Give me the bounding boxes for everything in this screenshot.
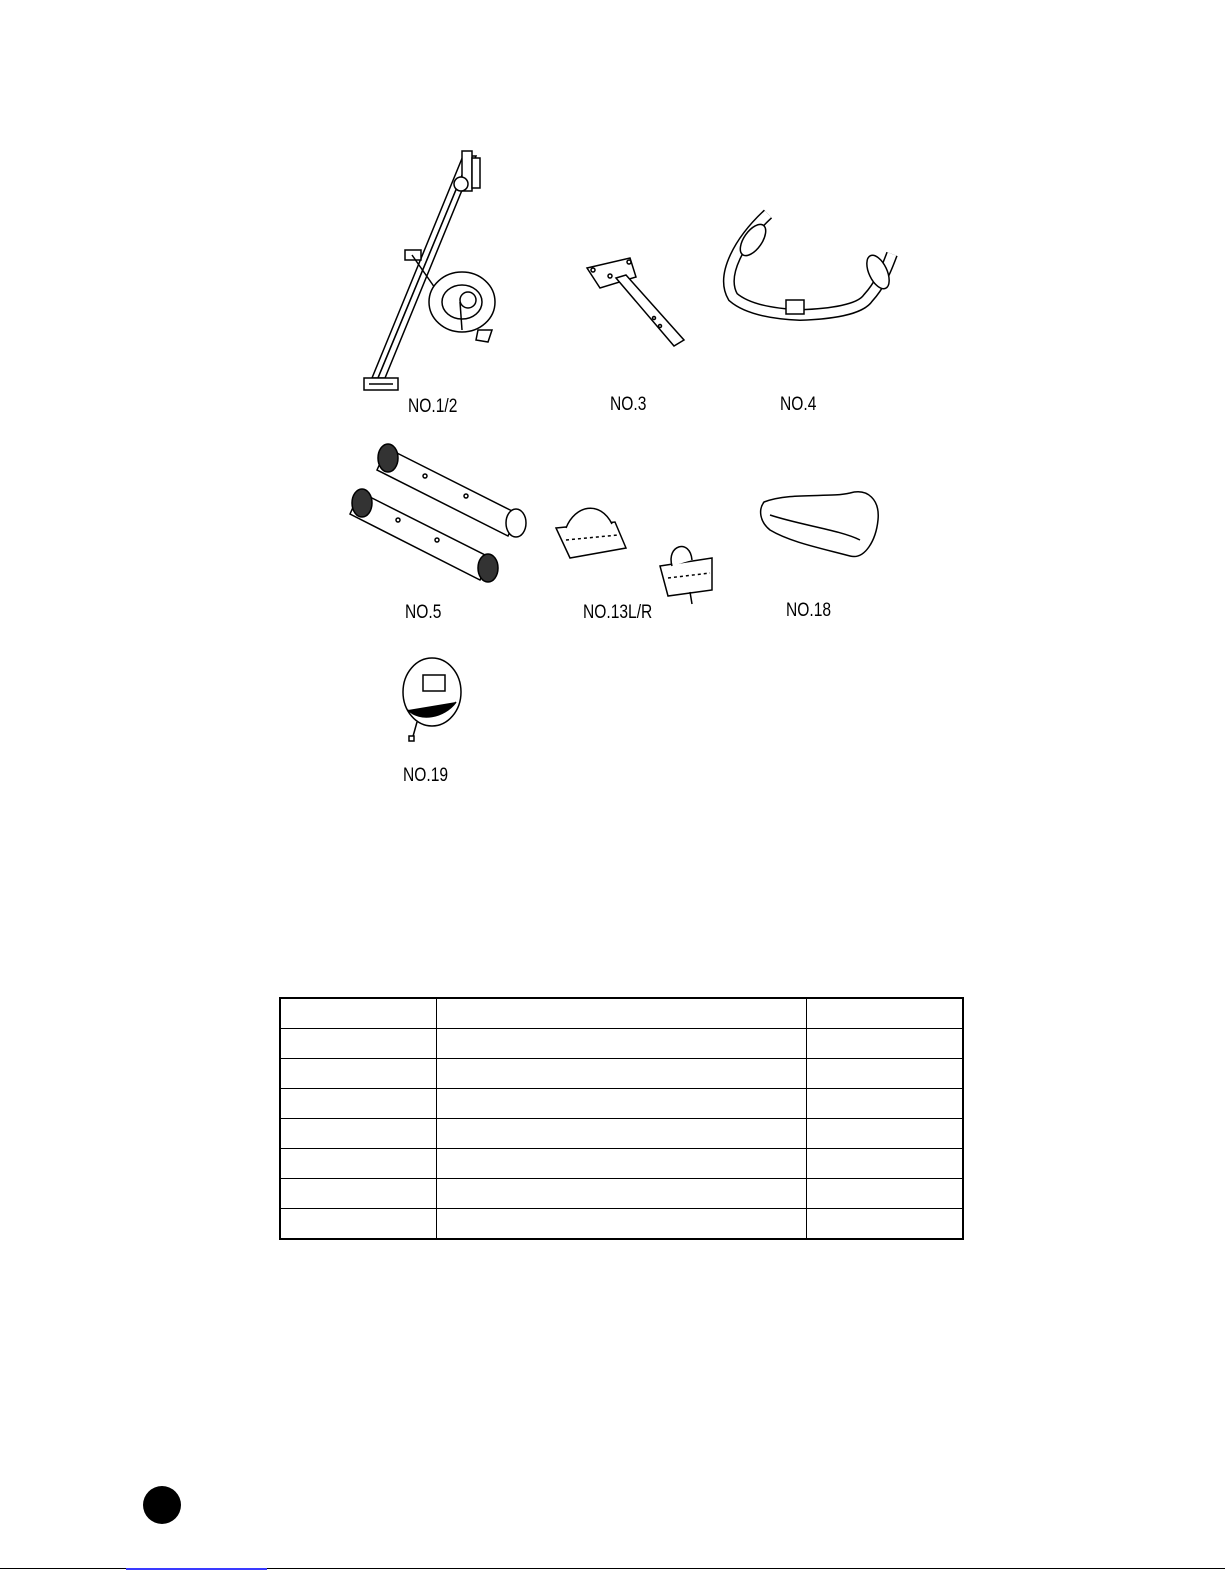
table-cell: [437, 1179, 807, 1209]
table-cell: [280, 1179, 437, 1209]
table-cell: [807, 998, 964, 1029]
table-row: [280, 1089, 963, 1119]
table-row: [280, 1119, 963, 1149]
table-row: [280, 1029, 963, 1059]
table-cell: [280, 1119, 437, 1149]
table-cell: [437, 1209, 807, 1240]
table-cell: [280, 998, 437, 1029]
table-row: [280, 998, 963, 1029]
table-cell: [280, 1149, 437, 1179]
table-row: [280, 1209, 963, 1240]
part-label: NO.5: [405, 602, 442, 623]
part-label: NO.3: [610, 394, 647, 415]
table-cell: [437, 1149, 807, 1179]
part-label: NO.4: [780, 394, 817, 415]
parts-table: [279, 997, 964, 1240]
page-number-badge: [143, 1486, 181, 1524]
table-cell: [807, 1119, 964, 1149]
table-cell: [280, 1059, 437, 1089]
part-label: NO.13L/R: [583, 602, 653, 623]
table-cell: [807, 1209, 964, 1240]
table-cell: [437, 998, 807, 1029]
table-row: [280, 1179, 963, 1209]
table-cell: [807, 1089, 964, 1119]
table-cell: [807, 1149, 964, 1179]
table-cell: [280, 1089, 437, 1119]
footer-link-underline: [126, 1568, 267, 1570]
table-cell: [437, 1119, 807, 1149]
table-cell: [807, 1029, 964, 1059]
table-row: [280, 1059, 963, 1089]
part-label: NO.19: [403, 765, 449, 786]
table-cell: [280, 1029, 437, 1059]
table-cell: [437, 1089, 807, 1119]
table-cell: [280, 1209, 437, 1240]
table-cell: [437, 1029, 807, 1059]
table-cell: [807, 1179, 964, 1209]
table-cell: [807, 1059, 964, 1089]
table-cell: [437, 1059, 807, 1089]
table-row: [280, 1149, 963, 1179]
part-label: NO.18: [786, 600, 832, 621]
part-label: NO.1/2: [408, 396, 458, 417]
